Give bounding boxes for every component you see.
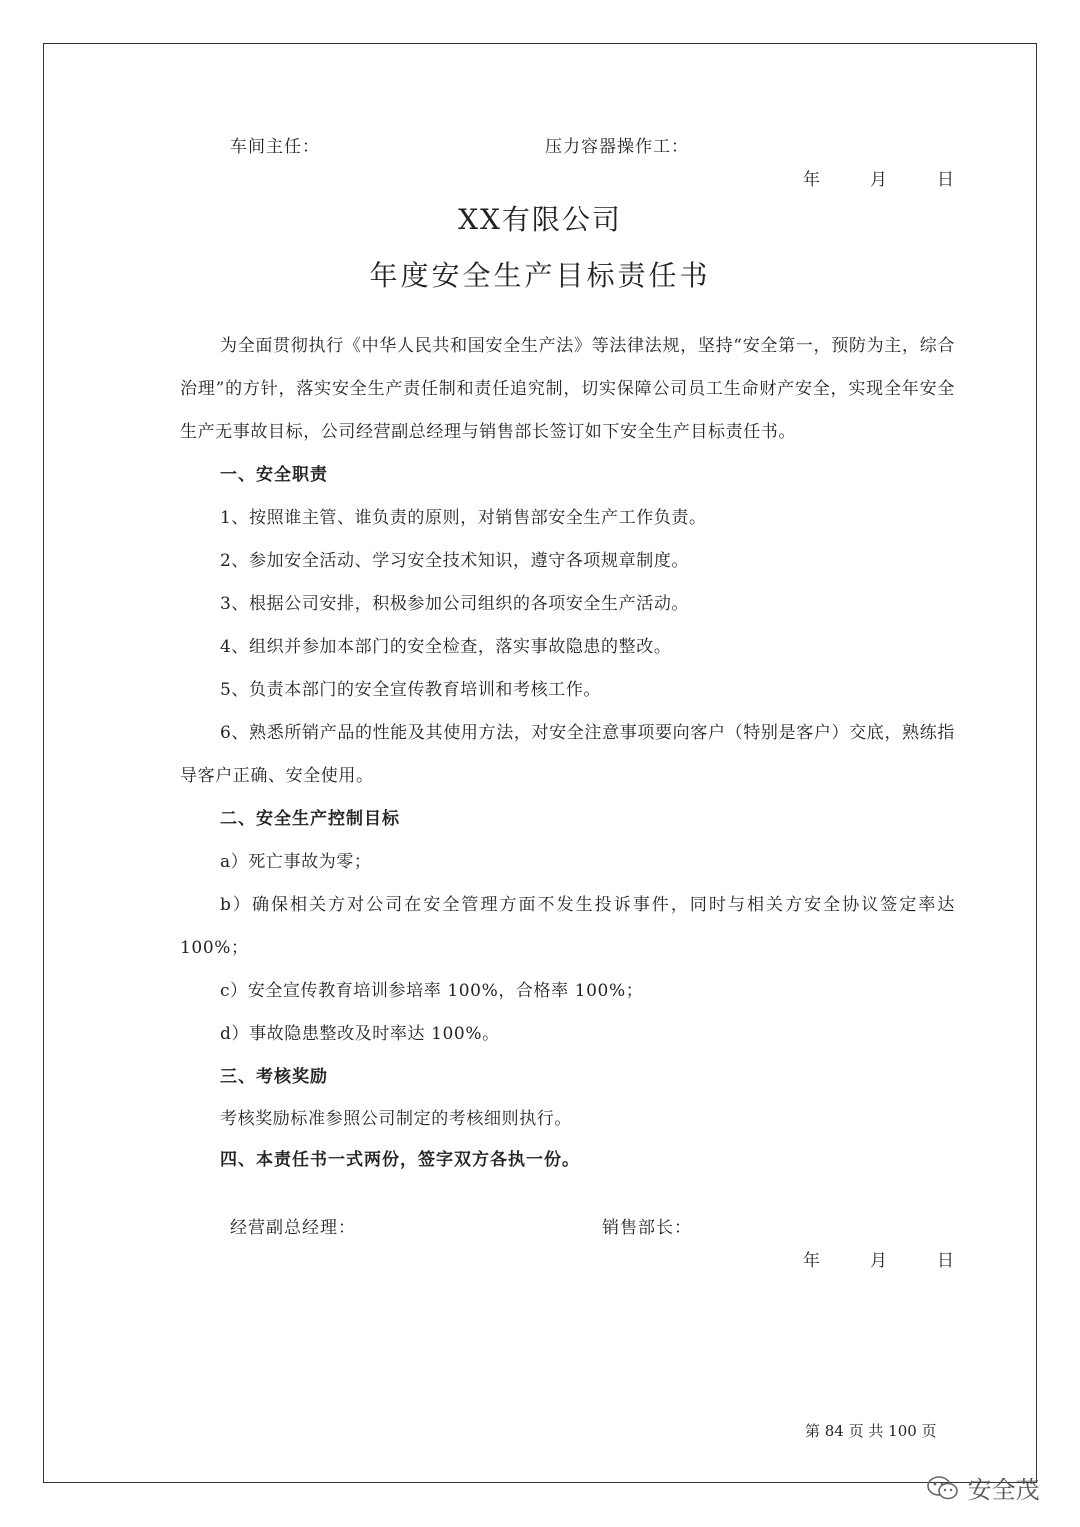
- date-day-label: 日: [937, 170, 954, 190]
- section-heading-copies: 四、本责任书一式两份，签字双方各执一份。: [220, 1150, 580, 1170]
- duty-item: 5、负责本部门的安全宣传教育培训和考核工作。: [220, 680, 602, 700]
- target-item: a）死亡事故为零；: [220, 852, 372, 872]
- deputy-gm-label: 经营副总经理：: [230, 1218, 356, 1238]
- date-month-label: 月: [870, 1251, 887, 1271]
- page-number: 第 84 页 共 100 页: [805, 1422, 937, 1440]
- date-month-label: 月: [870, 170, 887, 190]
- document-title: 年度安全生产目标责任书: [369, 259, 711, 292]
- duty-item: 2、参加安全活动、学习安全技术知识，遵守各项规章制度。: [220, 551, 690, 571]
- section-heading-duties: 一、安全职责: [220, 465, 328, 485]
- document-body: [180, 325, 955, 1182]
- duty-item: 1、按照谁主管、谁负责的原则，对销售部安全生产工作负责。: [220, 508, 707, 528]
- section-heading-targets: 二、安全生产控制目标: [220, 809, 400, 829]
- duty-item: 4、组织并参加本部门的安全检查，落实事故隐患的整改。: [220, 637, 672, 657]
- target-item: c）安全宣传教育培训参培率 100%，合格率 100%；: [220, 981, 644, 1001]
- workshop-director-label: 车间主任：: [230, 137, 320, 157]
- watermark-text: 安全茂: [967, 1476, 1040, 1504]
- pressure-vessel-operator-label: 压力容器操作工：: [545, 137, 689, 157]
- date-year-label: 年: [803, 1251, 820, 1271]
- wechat-icon: [926, 1474, 960, 1508]
- company-title: XX有限公司: [458, 203, 622, 236]
- date-year-label: 年: [803, 170, 820, 190]
- section-heading-assessment: 三、考核奖励: [220, 1067, 328, 1087]
- sales-manager-label: 销售部长：: [602, 1218, 692, 1238]
- date-day-label: 日: [937, 1251, 954, 1271]
- target-item: b）确保相关方对公司在安全管理方面不发生投诉事件，同时与相关方安全协议签定率达100%；: [180, 895, 955, 958]
- duty-item: 6、熟悉所销产品的性能及其使用方法，对安全注意事项要向客户（特别是客户）交底，熟练指导客户正确、安全使用。: [180, 723, 955, 786]
- watermark: [926, 1470, 1040, 1508]
- duty-item: 3、根据公司安排，积极参加公司组织的各项安全生产活动。: [220, 594, 690, 614]
- top-date-line: [0, 165, 1080, 189]
- bottom-date-line: [0, 1246, 1080, 1270]
- intro-paragraph: 为全面贯彻执行《中华人民共和国安全生产法》等法律法规，坚持“安全第一，预防为主，综合治理”的方针，落实安全生产责任制和责任追究制，切实保障公司员工生命财产安全，实现全年安全生产无事故目标，公司经营副总经理与销售部长签订如下安全生产目标责任书。: [180, 336, 955, 442]
- target-item: d）事故隐患整改及时率达 100%。: [220, 1024, 500, 1044]
- assessment-text: 考核奖励标准参照公司制定的考核细则执行。: [220, 1109, 572, 1129]
